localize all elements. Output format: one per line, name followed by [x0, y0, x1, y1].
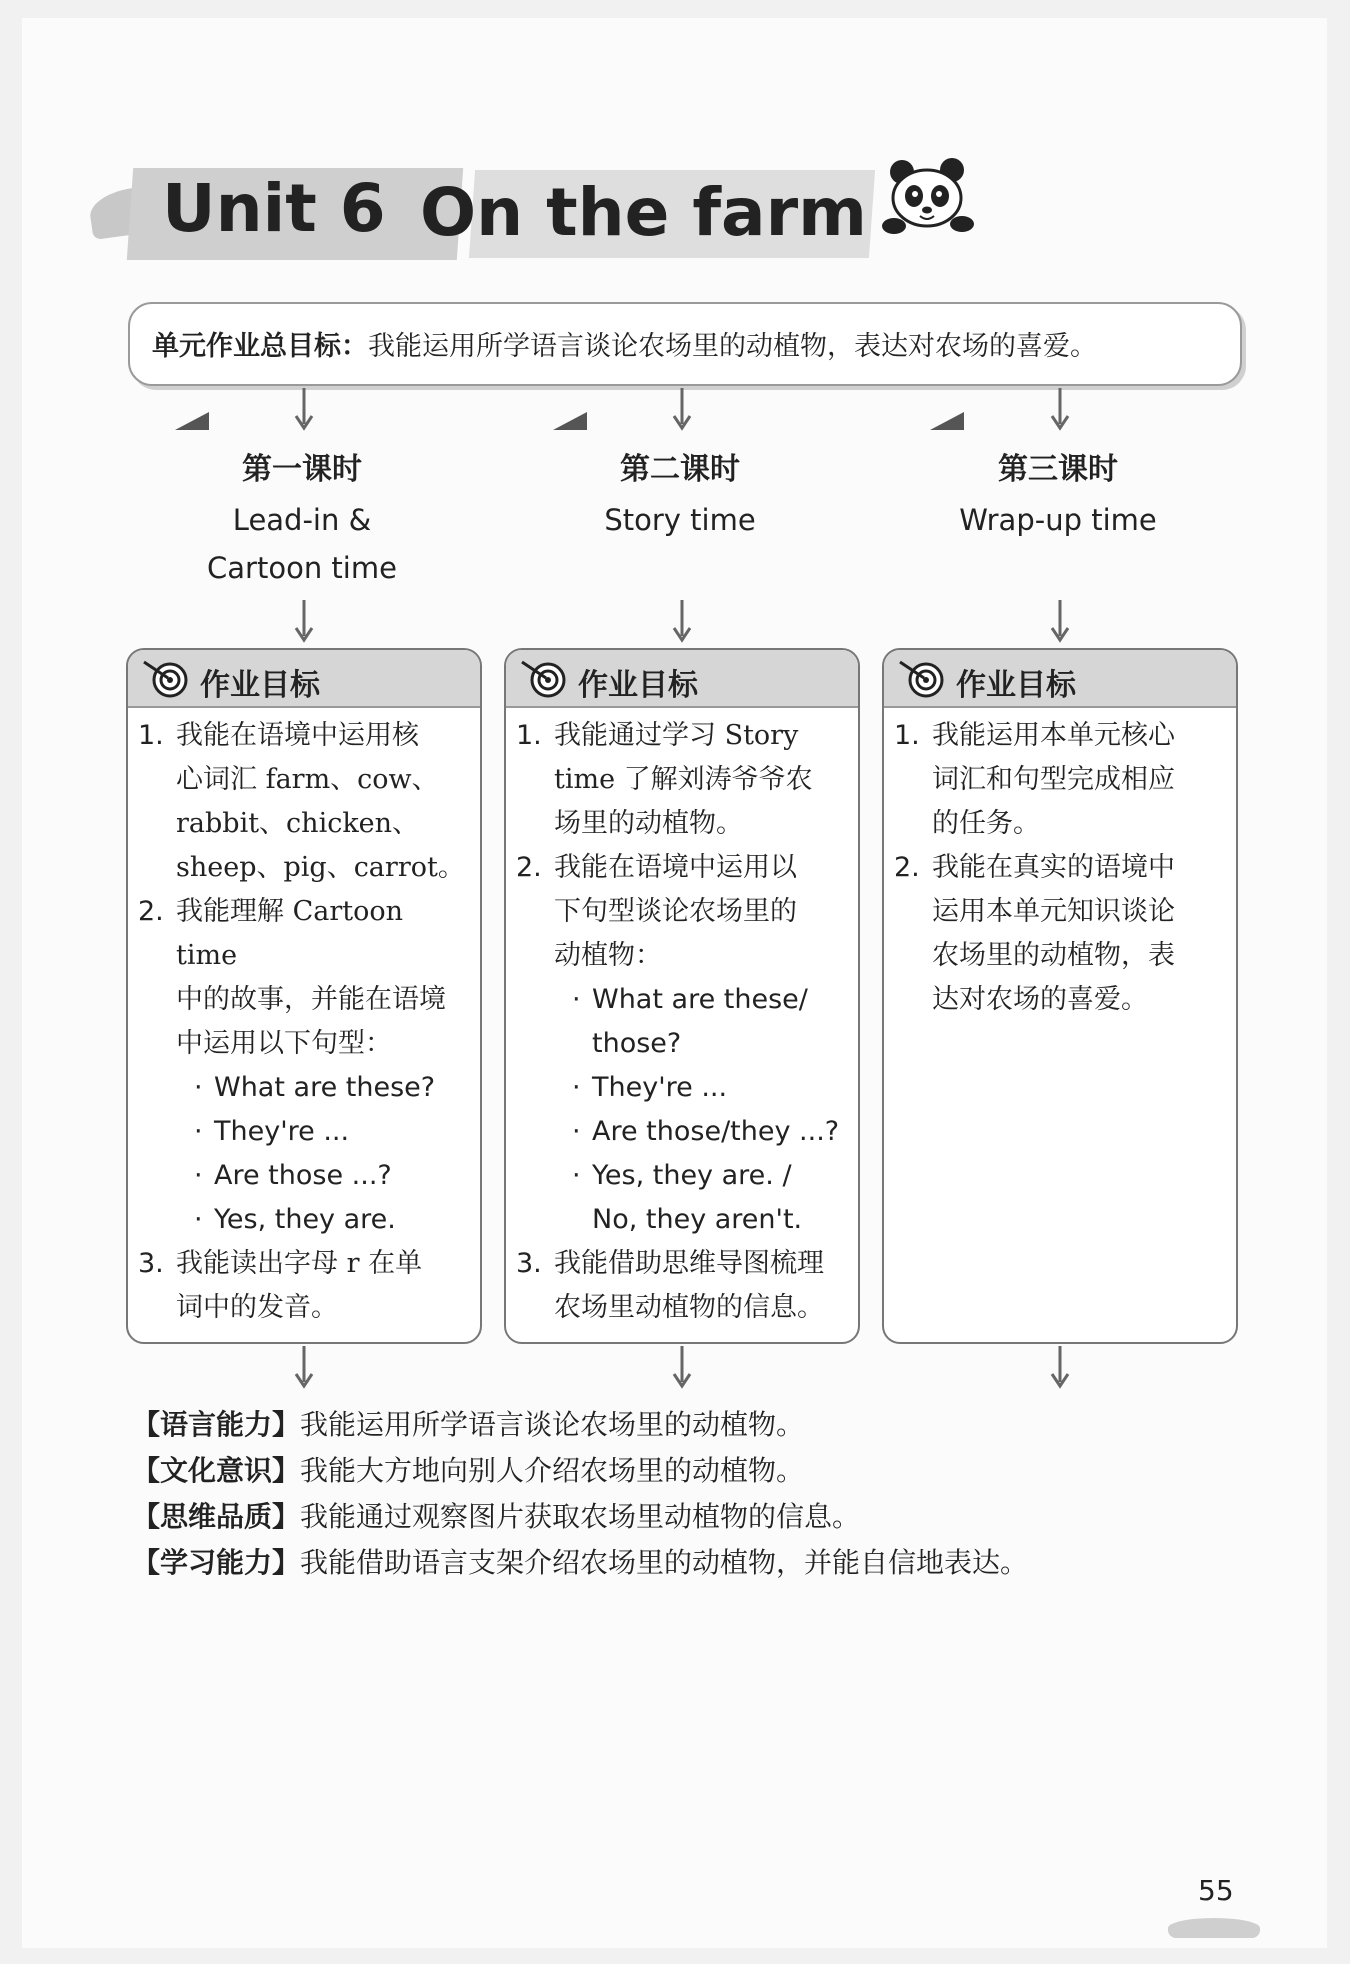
- goal-item: [894, 714, 1226, 846]
- sentence-pattern-continued: No, they aren't.: [592, 1204, 803, 1235]
- target-icon: [898, 656, 946, 700]
- card-title: 作业目标: [578, 668, 698, 703]
- competency-row: [132, 1540, 1028, 1586]
- competency-label: 【思维品质】: [132, 1500, 301, 1533]
- card-3-body: [884, 708, 1236, 1022]
- overall-goal-box: [128, 302, 1242, 386]
- item-number: 2.: [516, 852, 542, 883]
- core-competencies: [132, 1402, 1028, 1586]
- item-line: 词中的发音。: [176, 1292, 338, 1323]
- card-title: 作业目标: [956, 668, 1076, 703]
- sentence-pattern-continued: those?: [592, 1028, 682, 1059]
- item-line: 动植物：: [554, 940, 662, 971]
- sentence-pattern: · What are these?: [176, 1066, 470, 1110]
- page-number-decoration: [1168, 1918, 1260, 1938]
- unit-name: On the farm: [420, 174, 867, 251]
- card-2-body: [506, 708, 858, 1330]
- item-line: 中运用以下句型：: [176, 1028, 392, 1059]
- item-line: 我能运用本单元核心: [932, 720, 1175, 751]
- down-arrow-icon: [672, 600, 692, 644]
- down-arrow-icon: [672, 1346, 692, 1390]
- triangle-marker: [553, 412, 587, 430]
- competency-row: [132, 1402, 1028, 1448]
- item-line: sheep、pig、carrot。: [176, 852, 465, 883]
- item-number: 3.: [138, 1248, 164, 1279]
- overall-goal-text: 我能运用所学语言谈论农场里的动植物，表达对农场的喜爱。: [368, 331, 1097, 362]
- unit-number: Unit 6: [162, 170, 386, 247]
- card-header: [884, 650, 1236, 708]
- item-line: 我能在语境中运用核: [176, 720, 419, 751]
- item-line: 我能在语境中运用以: [554, 852, 797, 883]
- competency-row: [132, 1494, 1028, 1540]
- item-line: rabbit、chicken、: [176, 808, 420, 839]
- down-arrow-icon: [1050, 388, 1070, 432]
- lesson-3-header: [908, 444, 1208, 544]
- card-header: [506, 650, 858, 708]
- card-title: 作业目标: [200, 668, 320, 703]
- goal-item: [138, 714, 470, 890]
- item-line: 运用本单元知识谈论: [932, 896, 1175, 927]
- unit-title-banner: [90, 150, 920, 270]
- page-number: 55: [1198, 1874, 1234, 1907]
- item-line: 下句型谈论农场里的: [554, 896, 797, 927]
- item-line: 我能借助思维导图梳理: [554, 1248, 824, 1279]
- lesson-1-cn: 第一课时: [242, 452, 362, 487]
- down-arrow-icon: [1050, 600, 1070, 644]
- item-line: 我能读出字母 r 在单: [176, 1248, 423, 1279]
- item-number: 2.: [894, 852, 920, 883]
- sentence-pattern: · Yes, they are.: [176, 1198, 470, 1242]
- card-header: [128, 650, 480, 708]
- item-number: 1.: [894, 720, 920, 751]
- goal-item: [138, 890, 470, 1242]
- lesson-3-cn: 第三课时: [998, 452, 1118, 487]
- item-number: 1.: [516, 720, 542, 751]
- lesson-2-cn: 第二课时: [620, 452, 740, 487]
- item-number: 3.: [516, 1248, 542, 1279]
- target-icon: [520, 656, 568, 700]
- lesson-2-en: Story time: [604, 503, 756, 537]
- goal-card-3: [882, 648, 1238, 1344]
- competency-text: 我能大方地向别人介绍农场里的动植物。: [300, 1454, 805, 1487]
- sentence-pattern: · Are those ...?: [176, 1154, 470, 1198]
- competency-text: 我能借助语言支架介绍农场里的动植物，并能自信地表达。: [300, 1546, 1029, 1579]
- lesson-1-header: [152, 444, 452, 592]
- competency-label: 【文化意识】: [132, 1454, 301, 1487]
- down-arrow-icon: [1050, 1346, 1070, 1390]
- triangle-marker: [175, 412, 209, 430]
- item-line: 我能理解 Cartoon time: [176, 896, 403, 971]
- overall-goal-label: 单元作业总目标：: [152, 331, 368, 362]
- competency-text: 我能通过观察图片获取农场里动植物的信息。: [300, 1500, 861, 1533]
- item-line: 的任务。: [932, 808, 1040, 839]
- panda-icon: [880, 156, 980, 240]
- triangle-marker: [930, 412, 964, 430]
- competency-label: 【学习能力】: [132, 1546, 301, 1579]
- target-icon: [142, 656, 190, 700]
- sentence-pattern: · They're ...: [176, 1110, 470, 1154]
- item-line: time 了解刘涛爷爷农: [554, 764, 813, 795]
- goal-item: [894, 846, 1226, 1022]
- down-arrow-icon: [672, 388, 692, 432]
- item-line: 农场里动植物的信息。: [554, 1292, 824, 1323]
- lesson-1-en-line2: Cartoon time: [207, 551, 397, 585]
- sentence-pattern: · Yes, they are. /: [554, 1154, 848, 1198]
- down-arrow-icon: [294, 1346, 314, 1390]
- goal-item: [516, 846, 848, 1242]
- goal-item: [138, 1242, 470, 1330]
- item-line: 场里的动植物。: [554, 808, 743, 839]
- goal-card-1: [126, 648, 482, 1344]
- item-line: 心词汇 farm、cow、: [176, 764, 439, 795]
- goal-item: [516, 1242, 848, 1330]
- item-number: 1.: [138, 720, 164, 751]
- sentence-pattern: · What are these/: [554, 978, 848, 1022]
- goal-item: [516, 714, 848, 846]
- item-line: 词汇和句型完成相应: [932, 764, 1175, 795]
- item-number: 2.: [138, 896, 164, 927]
- item-line: 我能在真实的语境中: [932, 852, 1175, 883]
- competency-label: 【语言能力】: [132, 1408, 301, 1441]
- sentence-pattern: · They're ...: [554, 1066, 848, 1110]
- down-arrow-icon: [294, 388, 314, 432]
- item-line: 达对农场的喜爱。: [932, 984, 1148, 1015]
- item-line: 我能通过学习 Story: [554, 720, 799, 751]
- item-line: 农场里的动植物，表: [932, 940, 1175, 971]
- lesson-3-en: Wrap-up time: [959, 503, 1157, 537]
- sentence-pattern: · Are those/they ...?: [554, 1110, 848, 1154]
- overall-goal: [152, 324, 1097, 363]
- lesson-2-header: [530, 444, 830, 544]
- item-line: 中的故事，并能在语境: [176, 984, 446, 1015]
- down-arrow-icon: [294, 600, 314, 644]
- goal-card-2: [504, 648, 860, 1344]
- lesson-1-en-line1: Lead-in &: [232, 503, 372, 537]
- competency-row: [132, 1448, 1028, 1494]
- card-1-body: [128, 708, 480, 1330]
- competency-text: 我能运用所学语言谈论农场里的动植物。: [300, 1408, 805, 1441]
